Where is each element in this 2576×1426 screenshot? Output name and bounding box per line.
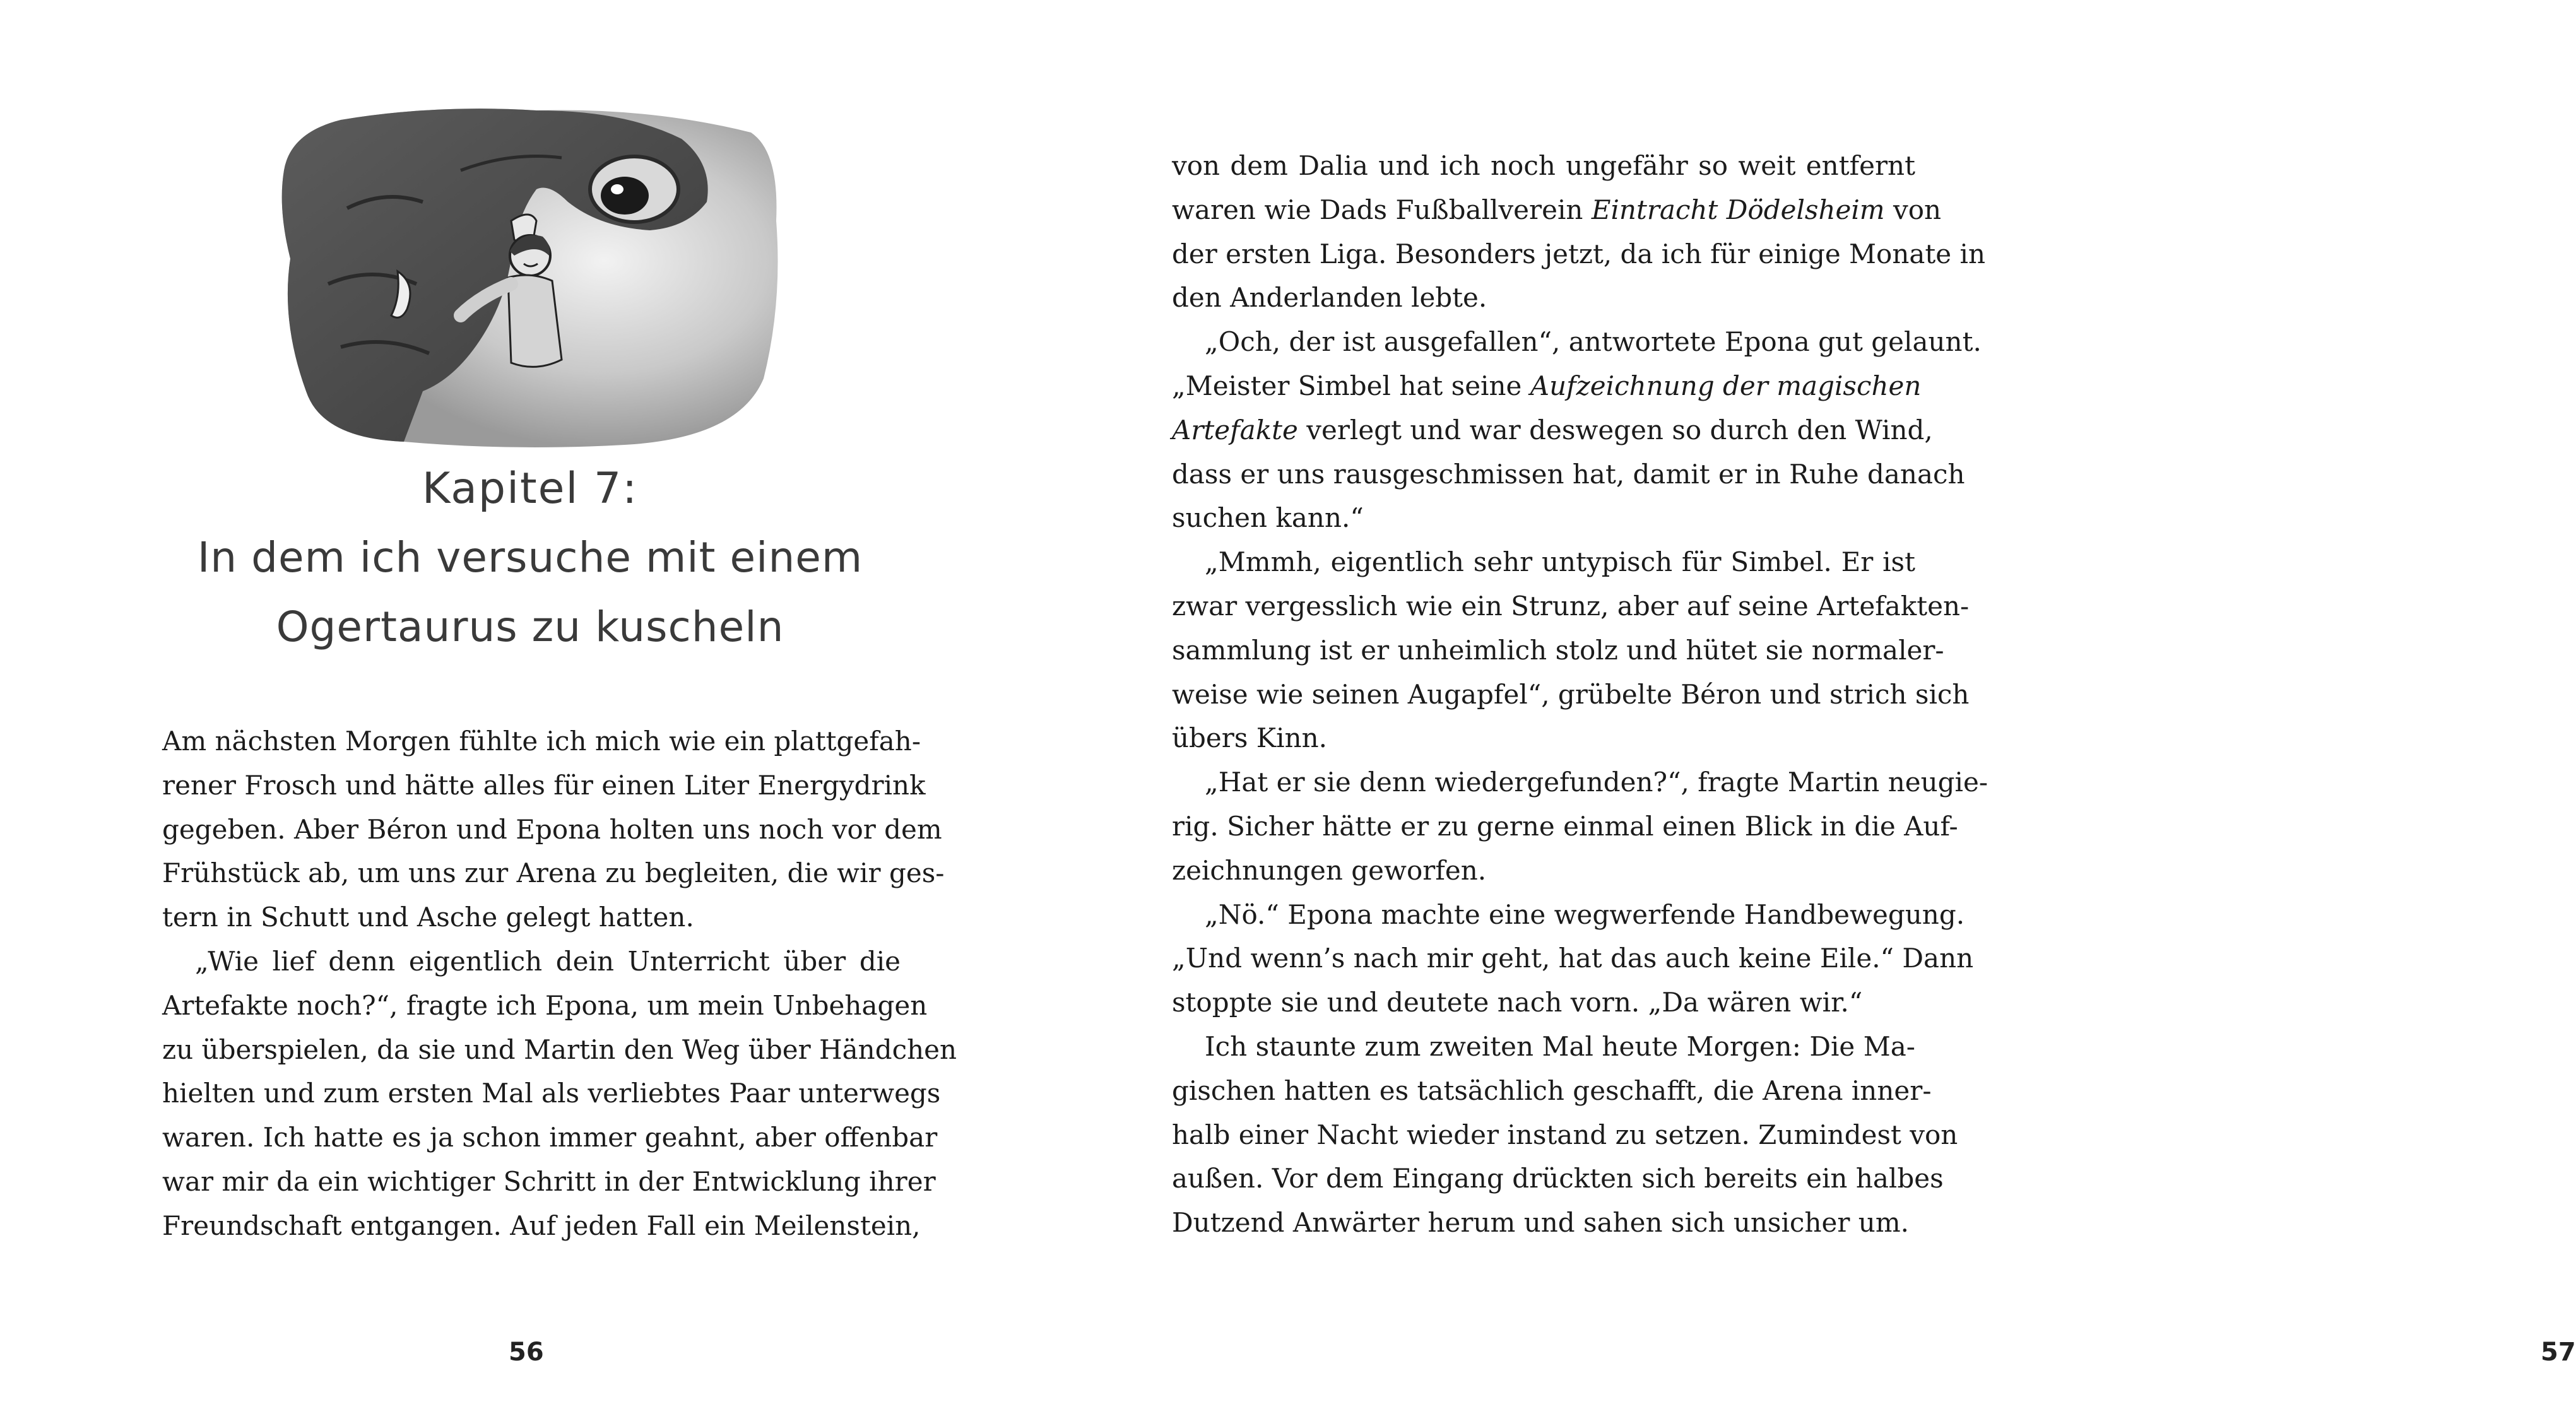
text-line: „Och, der ist ausgefallen“, antwortete Epona gut gelaunt. — [1205, 326, 1982, 358]
text-line: weise wie seinen Augapfel“, grübelte Béron und strich sich — [1172, 678, 1970, 710]
text-line: waren. Ich hatte es ja schon immer geahnt, aber offenbar — [162, 1122, 938, 1153]
left-page — [0, 0, 1029, 1426]
text-line: der ersten Liga. Besonders jetzt, da ich für einige Monate in — [1172, 238, 1985, 269]
italic-title: Aufzeichnung der magischen — [1530, 370, 1922, 401]
chapter-number: Kapitel 7: — [422, 464, 639, 514]
text-line: gegeben. Aber Béron und Epona holten uns noch vor dem — [162, 813, 942, 845]
text-line: Freundschaft entgangen. Auf jeden Fall ein Meilenstein, — [162, 1210, 921, 1241]
text-line: „Mmmh, eigentlich sehr untypisch für Simbel. Er ist — [1205, 546, 1915, 578]
chapter-title-line-2: Ogertaurus zu kuscheln — [276, 603, 784, 651]
italic-title: Eintracht Dödelsheim — [1591, 194, 1885, 225]
page-number: 57 — [2541, 1338, 2576, 1367]
text-line: stoppte sie und deutete nach vorn. „Da wären wir.“ — [1172, 987, 1863, 1018]
text-line: waren wie Dads Fußballverein Eintracht Dödelsheim von — [1172, 194, 1942, 225]
text-line: zeichnungen geworfen. — [1172, 854, 1487, 886]
text-line: halb einer Nacht wieder instand zu setzen. Zumindest von — [1172, 1119, 1958, 1150]
text-line: „Hat er sie denn wiedergefunden?“, fragte Martin neugie- — [1205, 767, 1988, 798]
text-line: Frühstück ab, um uns zur Arena zu begleiten, die wir ges- — [162, 857, 945, 889]
italic-title: Artefakte — [1172, 414, 1298, 445]
text-line: Ich staunte zum zweiten Mal heute Morgen: Die Ma- — [1205, 1030, 1915, 1062]
text-line: übers Kinn. — [1172, 722, 1328, 754]
chapter-title-line-1: In dem ich versuche mit einem — [197, 533, 863, 582]
text-line: von dem Dalia und ich noch ungefähr so weit entfernt — [1172, 150, 1915, 181]
text-line: „Und wenn’s nach mir geht, hat das auch keine Eile.“ Dann — [1172, 943, 1974, 974]
text-line: „Meister Simbel hat seine Aufzeichnung der magischen — [1172, 370, 1922, 401]
text-line: war mir da ein wichtiger Schritt in der Entwicklung ihrer — [162, 1165, 936, 1197]
text-line: sammlung ist er unheimlich stolz und hütet sie normaler- — [1172, 634, 1944, 666]
text-line: Dutzend Anwärter herum und sahen sich unsicher um. — [1172, 1207, 1910, 1239]
text-line: zwar vergesslich wie ein Strunz, aber auf seine Artefakten- — [1172, 590, 1970, 622]
text-line: Artefakte verlegt und war deswegen so durch den Wind, — [1172, 414, 1933, 445]
text-line: den Anderlanden lebte. — [1172, 282, 1487, 314]
text-line: zu überspielen, da sie und Martin den Weg über Händchen — [162, 1034, 957, 1065]
text-line: tern in Schutt und Asche gelegt hatten. — [162, 902, 694, 933]
text-line: hielten und zum ersten Mal als verliebtes Paar unterwegs — [162, 1078, 941, 1109]
text-line: suchen kann.“ — [1172, 502, 1364, 534]
text-line: dass er uns rausgeschmissen hat, damit er in Ruhe danach — [1172, 458, 1965, 490]
text-line: rener Frosch und hätte alles für einen Liter Energydrink — [162, 769, 926, 801]
text-line: rig. Sicher hätte er zu gerne einmal einen Blick in die Auf- — [1172, 810, 1958, 842]
chapter-illustration — [271, 95, 789, 454]
left-page-body — [162, 719, 957, 1248]
text-line: „Wie lief denn eigentlich dein Unterricht über die — [195, 945, 901, 977]
text-line: „Nö.“ Epona machte eine wegwerfende Handbewegung. — [1205, 899, 1965, 930]
text-line: außen. Vor dem Eingang drückten sich bereits ein halbes — [1172, 1163, 1944, 1194]
text-line: Artefakte noch?“, fragte ich Epona, um mein Unbehagen — [162, 989, 928, 1021]
right-page-body — [1172, 144, 1988, 1245]
page-number: 56 — [509, 1338, 544, 1367]
text-line: Am nächsten Morgen fühlte ich mich wie ein plattgefah- — [162, 726, 921, 757]
right-page — [1029, 0, 2576, 1426]
text-line: gischen hatten es tatsächlich geschafft, die Arena inner- — [1172, 1075, 1932, 1106]
